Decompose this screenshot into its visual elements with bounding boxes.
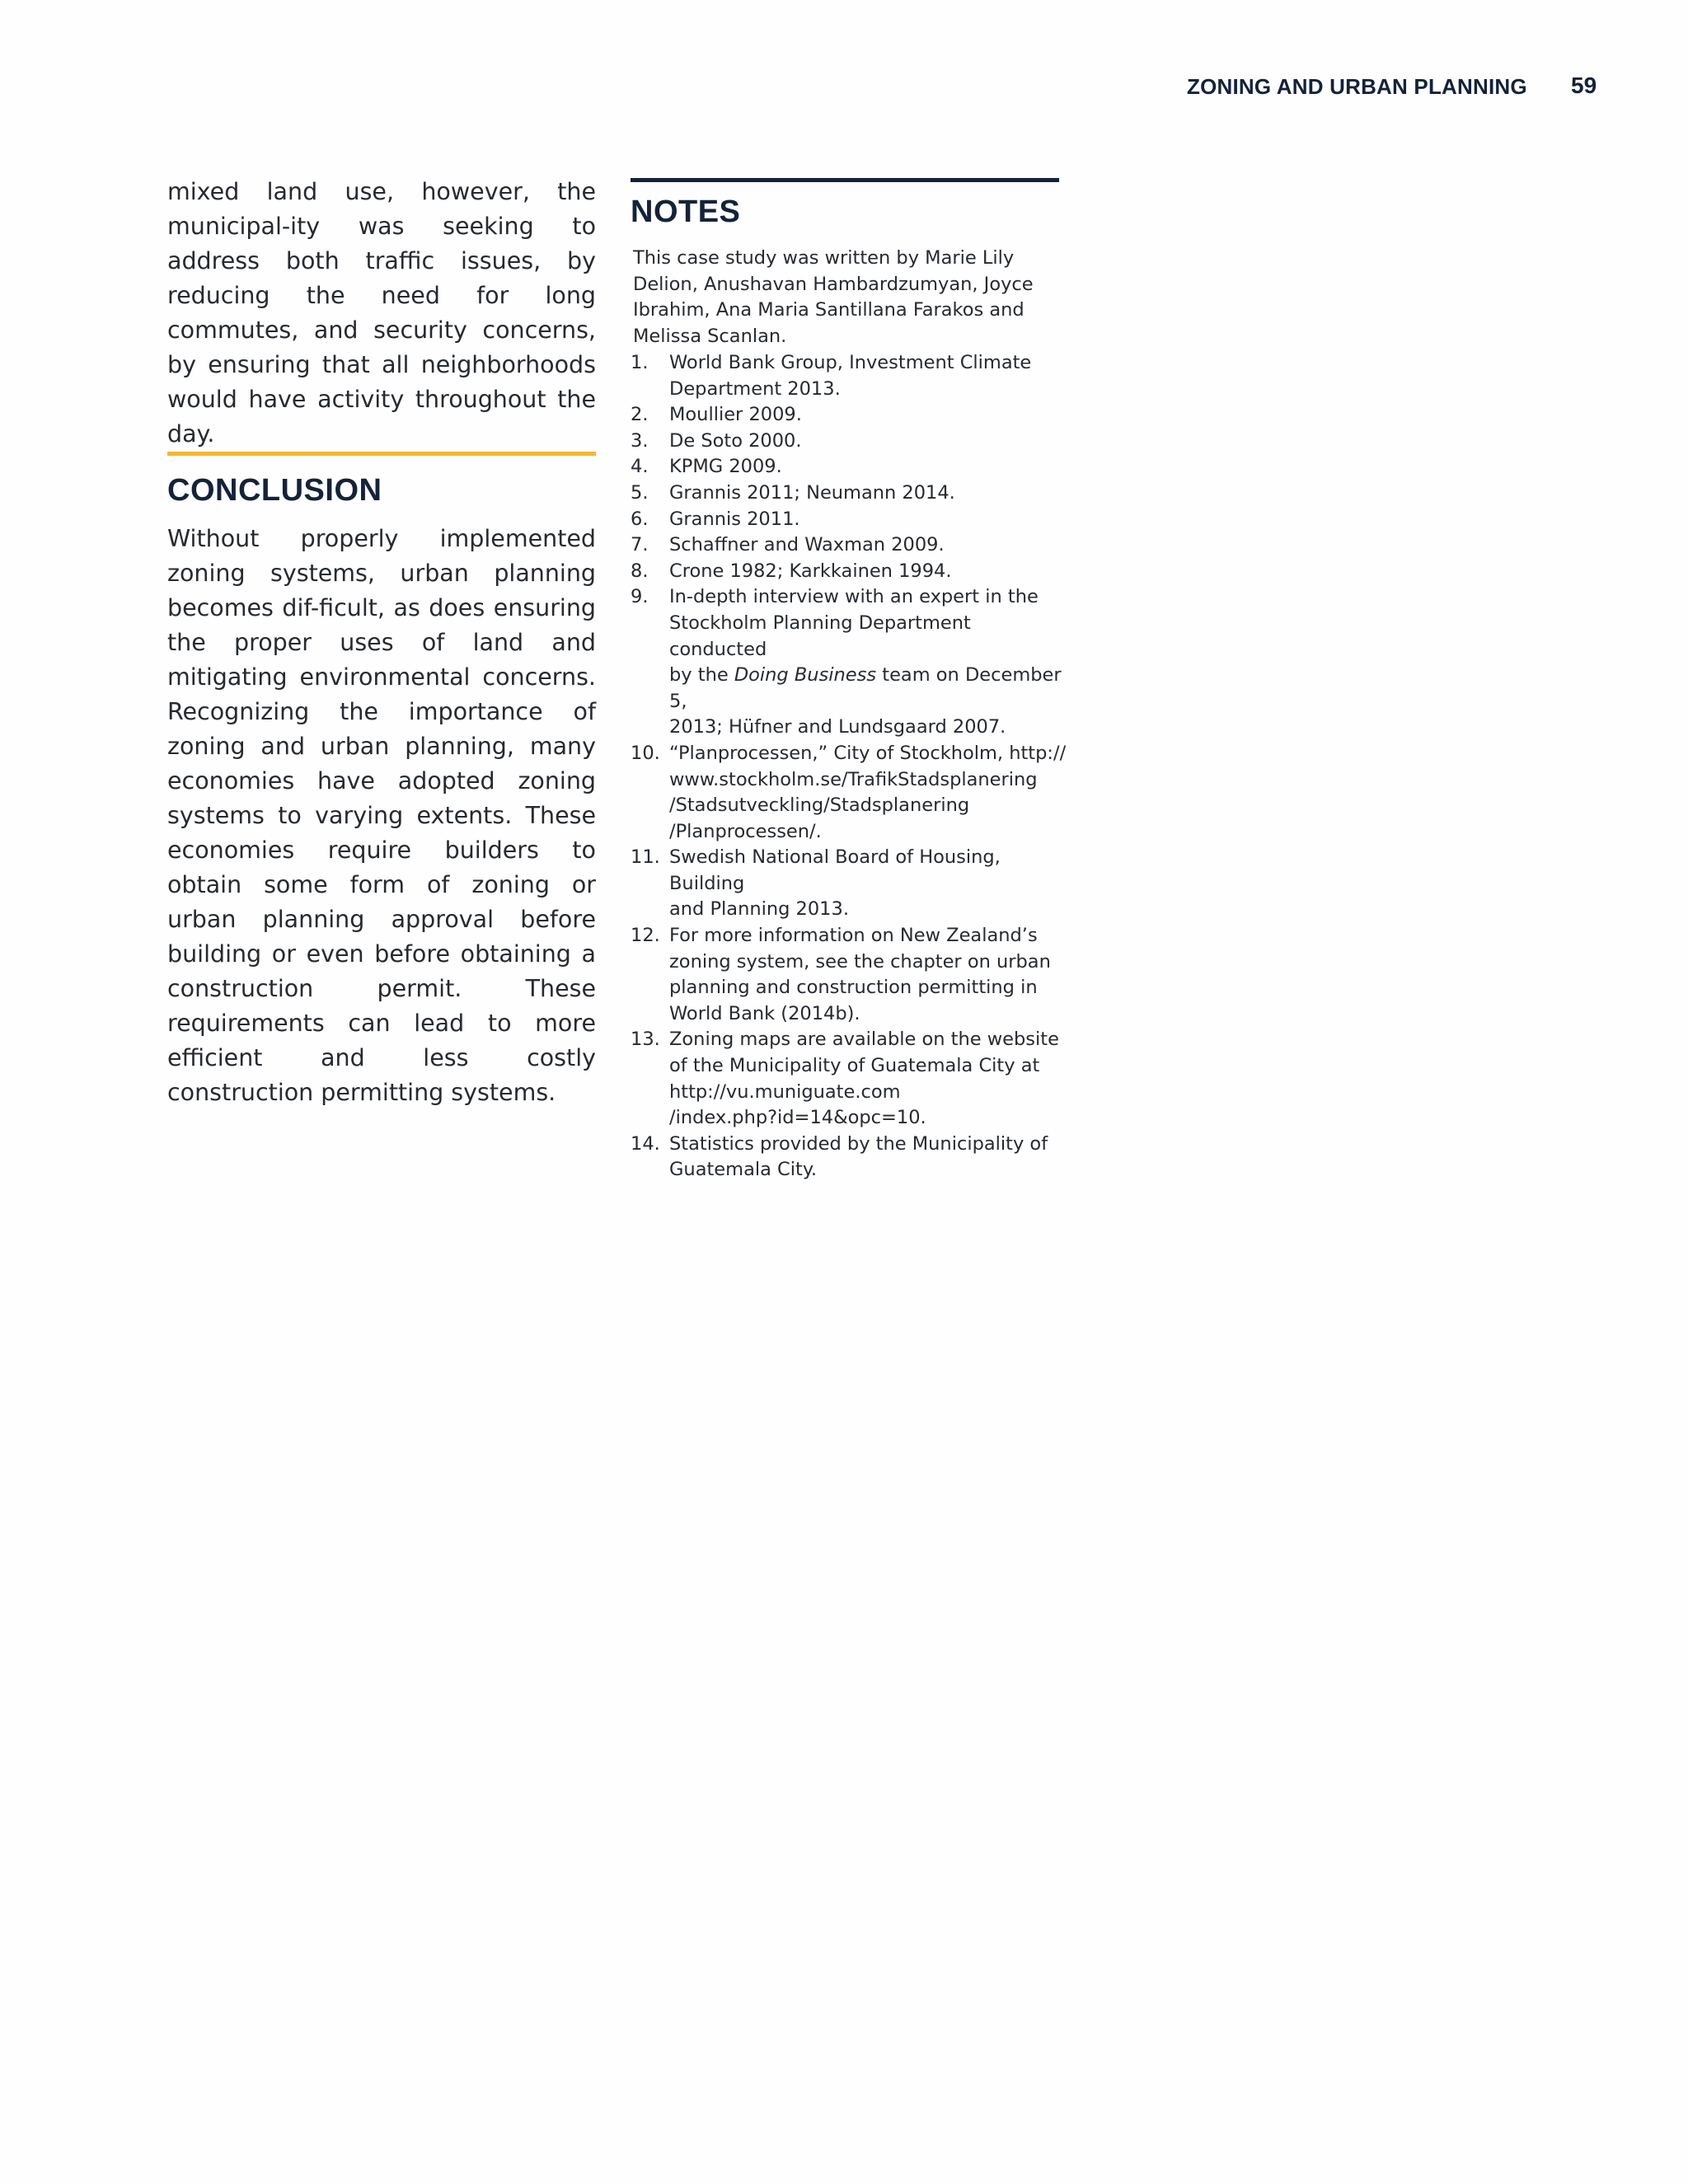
note-item bbox=[631, 532, 1067, 559]
note-number: 1. bbox=[631, 352, 649, 373]
note-item bbox=[631, 1132, 1067, 1183]
note-text: Crone 1982; Karkkainen 1994. bbox=[669, 560, 952, 582]
note-number: 13. bbox=[631, 1029, 660, 1051]
running-header-title: ZONING AND URBAN PLANNING bbox=[1187, 74, 1527, 99]
note-text: Moullier 2009. bbox=[669, 404, 802, 426]
conclusion-divider bbox=[167, 452, 596, 456]
note-text-segment: In-depth interview with an expert in the Stockholm Planning Department conducted by the bbox=[669, 586, 1039, 687]
notes-heading: NOTES bbox=[631, 194, 741, 229]
notes-intro: This case study was written by Marie Lily Delion, Anushavan Hambardzumyan, Joyce Ibrahim, Ana Maria Santillana Farakos and Melissa Scanlan. bbox=[633, 247, 1034, 347]
note-number: 2. bbox=[631, 404, 649, 426]
note-item bbox=[631, 559, 1067, 585]
continuation-paragraph: mixed land use, however, the municipal-ity was seeking to address both traffic issues, by reducing the need for long commutes, and security concerns, by ensuring that all neighborhoods would have activity throughout the day. bbox=[167, 178, 596, 448]
note-number: 14. bbox=[631, 1132, 660, 1155]
note-number: 9. bbox=[631, 586, 649, 608]
note-item bbox=[631, 350, 1067, 402]
note-item bbox=[631, 741, 1067, 845]
note-item bbox=[631, 584, 1067, 741]
page-number: 59 bbox=[1571, 73, 1597, 98]
note-text: Swedish National Board of Housing, Building and Planning 2013. bbox=[669, 846, 1001, 921]
note-text: World Bank Group, Investment Climate Department 2013. bbox=[669, 352, 1032, 400]
note-text: Schaffner and Waxman 2009. bbox=[669, 534, 945, 556]
note-item bbox=[631, 480, 1067, 507]
note-item bbox=[631, 923, 1067, 1027]
note-item bbox=[631, 507, 1067, 533]
left-column-continuation bbox=[167, 175, 596, 452]
note-number: 11. bbox=[631, 846, 660, 869]
note-text bbox=[669, 584, 1067, 741]
conclusion-heading: CONCLUSION bbox=[167, 473, 382, 508]
conclusion-section bbox=[167, 522, 596, 1110]
note-item bbox=[631, 402, 1067, 429]
note-text: Grannis 2011. bbox=[669, 508, 800, 530]
note-text: Grannis 2011; Neumann 2014. bbox=[669, 481, 955, 504]
note-text: KPMG 2009. bbox=[669, 456, 782, 478]
note-number: 7. bbox=[631, 534, 649, 556]
note-number: 3. bbox=[631, 429, 649, 452]
note-item bbox=[631, 454, 1067, 480]
note-text-segment: team on December 5, 2013; Hüfner and Lundsgaard 2007. bbox=[669, 664, 1062, 738]
note-text: De Soto 2000. bbox=[669, 429, 802, 452]
note-number: 12. bbox=[631, 925, 660, 947]
note-number: 5. bbox=[631, 481, 649, 504]
note-text: For more information on New Zealand’s zoning system, see the chapter on urban planning and construction permitting in World Bank (2014b). bbox=[669, 925, 1051, 1024]
notes-divider bbox=[631, 178, 1059, 182]
note-text: Zoning maps are available on the website of the Municipality of Guatemala City at http://vu.muniguate.com /index.php?id=14&opc=10. bbox=[669, 1029, 1059, 1129]
conclusion-paragraph: Without properly implemented zoning systems, urban planning becomes dif-ficult, as does ensuring the proper uses of land and mitigating environmental concerns. Recognizing the importance of zoning and urban planning, many economies have adopted zoning systems to varying extents. These economies require builders to obtain some form of zoning or urban planning approval before building or even before obtaining a construction permit. These requirements can lead to more efficient and less costly construction permitting systems. bbox=[167, 525, 596, 1106]
note-item bbox=[631, 845, 1067, 923]
note-number: 8. bbox=[631, 560, 649, 582]
note-number: 10. bbox=[631, 742, 660, 764]
note-item bbox=[631, 429, 1067, 455]
notes-list bbox=[631, 350, 1067, 1183]
publication-title-italic: Doing Business bbox=[734, 664, 877, 687]
note-text: Statistics provided by the Municipality of Guatemala City. bbox=[669, 1132, 1048, 1181]
note-number: 4. bbox=[631, 456, 649, 478]
note-item bbox=[631, 1027, 1067, 1131]
note-text: “Planprocessen,” City of Stockholm, http:// www.stockholm.se/TrafikStadsplanering /Stadsutveckling/Stadsplanering /Planprocessen/. bbox=[669, 742, 1067, 842]
note-number: 6. bbox=[631, 508, 649, 530]
